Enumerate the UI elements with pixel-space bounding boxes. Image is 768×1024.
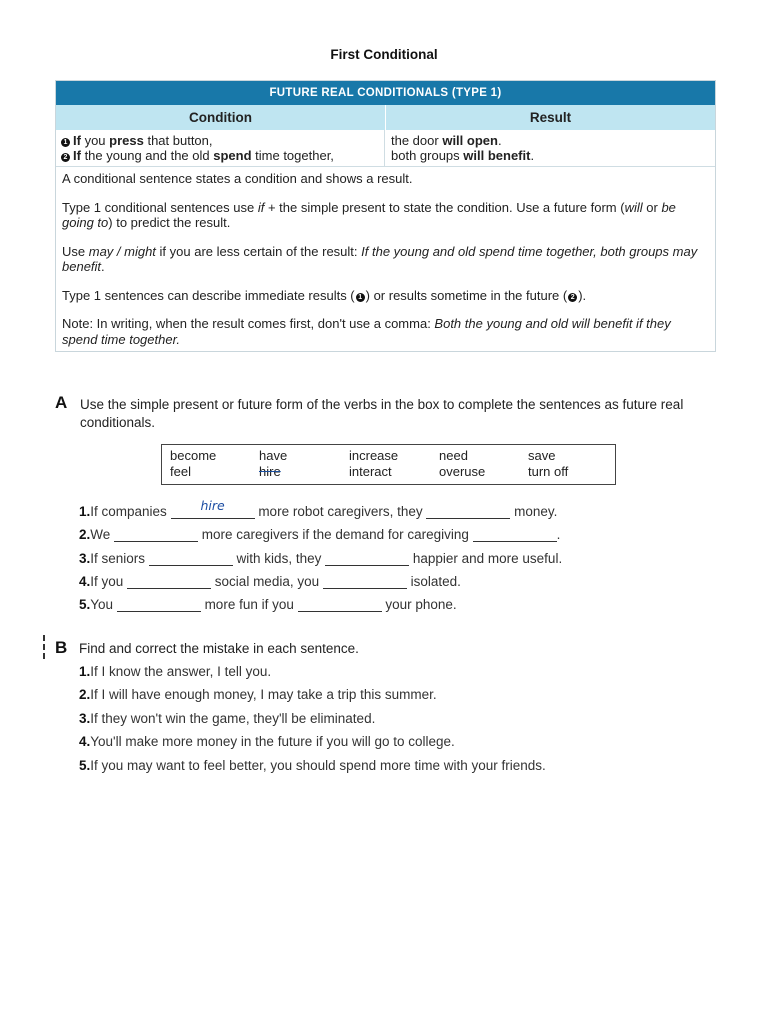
exercise-a-letter: A [55,393,68,412]
condition-line-2: 2 If the young and the old spend time together, [61,148,384,163]
answer-blank[interactable] [298,597,382,612]
word: increase [349,448,399,463]
answer-blank[interactable] [325,551,409,566]
exercise-a-item-1: 1.If companies hire more robot caregivers, they money. [79,498,558,519]
answer-blank[interactable] [473,527,557,542]
exercise-b-item-1: 1.If I know the answer, I tell you. [79,664,272,679]
note-1: A conditional sentence states a condition and shows a result. [62,171,413,186]
grammar-column-headers [56,105,715,130]
word-crossed-out: hire [259,464,281,479]
exercise-a-item-5: 5.You more fun if you your phone. [79,597,457,612]
exercise-b-item-3: 3.If they won't win the game, they'll be eliminated. [79,711,376,726]
condition-column-header: Condition [56,105,386,130]
word: have [259,448,288,463]
condition-line-1: 1 If you press that button, [61,133,384,148]
note-4: Type 1 sentences can describe immediate results ( 1 ) or results sometime in the future ( 2 ). [62,287,587,303]
number-2-icon: 2 [61,153,70,162]
word: overuse [439,464,486,479]
result-cell [385,130,715,166]
answer-blank[interactable] [149,551,233,566]
word: interact [349,464,392,479]
word-box-row-2 [162,464,615,480]
word-box-row-1 [162,448,615,464]
handwritten-answer: hire [200,498,225,513]
word: turn off [528,464,569,479]
word: need [439,448,468,463]
answer-blank[interactable] [114,527,198,542]
number-1-icon: 1 [61,138,70,147]
grammar-example-rows [56,130,715,167]
grammar-box-header: FUTURE REAL CONDITIONALS (TYPE 1) [56,81,715,105]
exercise-b-item-4: 4.You'll make more money in the future if you will go to college. [79,734,455,749]
exercise-b-item-2: 2.If I will have enough money, I may take a trip this summer. [79,687,437,702]
word: feel [170,464,191,479]
page-title: First Conditional [330,47,438,62]
note-3: Use may / might if you are less certain of the result: If the young and old spend time together, both groups may benefit. [62,243,698,274]
answer-blank[interactable] [117,597,201,612]
answer-blank[interactable] [426,504,510,519]
exercise-b-item-5: 5.If you may want to feel better, you should spend more time with your friends. [79,758,546,773]
grammar-box [55,80,716,352]
number-1-icon: 1 [356,293,365,302]
result-line-2: both groups will benefit. [391,148,535,163]
note-5: Note: In writing, when the result comes first, don't use a comma: Both the young and old will benefit if they spend time together. [62,316,671,347]
exercise-a-item-4: 4.If you social media, you isolated. [79,574,461,589]
number-2-icon: 2 [568,293,577,302]
exercise-a-item-3: 3.If seniors with kids, they happier and more useful. [79,551,563,566]
exercise-a-item-2: 2.We more caregivers if the demand for caregiving . [79,527,561,542]
word-box [161,444,616,485]
exercise-a-instruction: Use the simple present or future form of the verbs in the box to complete the sentences as future real conditionals. [80,397,684,430]
answer-blank[interactable] [323,574,407,589]
word: save [528,448,556,463]
answer-blank[interactable] [127,574,211,589]
exercise-b-instruction: Find and correct the mistake in each sentence. [79,641,359,656]
answer-blank[interactable] [171,498,255,519]
result-column-header: Result [529,110,572,125]
word: become [170,448,217,463]
condition-cell [56,130,385,166]
exercise-b-letter: B [55,638,68,657]
grammar-notes [56,167,715,351]
result-line-1: the door will open. [391,133,502,148]
note-2: Type 1 conditional sentences use if + the simple present to state the condition. Use a future form (will or be going to) to predict the result. [62,199,676,230]
margin-dash-mark [43,635,47,659]
